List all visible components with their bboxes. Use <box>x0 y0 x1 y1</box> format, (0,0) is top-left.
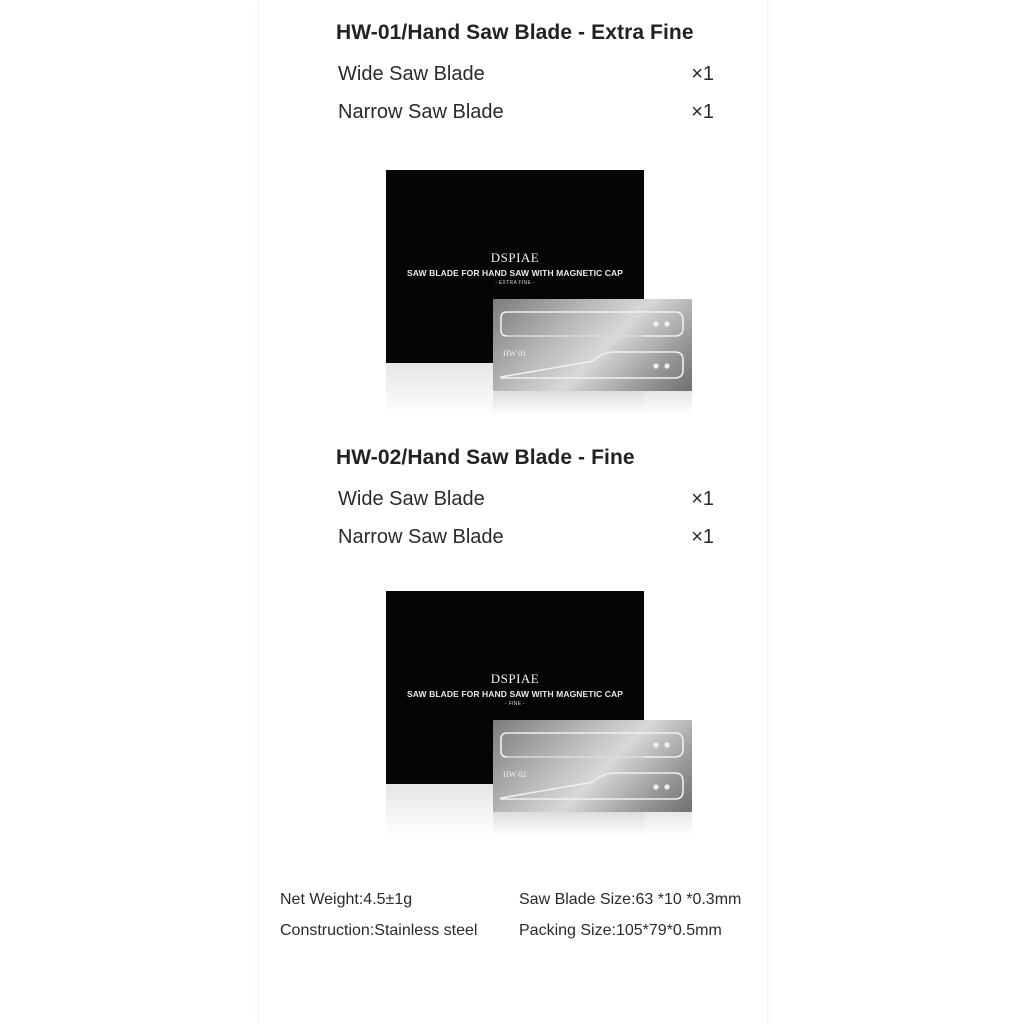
plate-reflection <box>493 391 692 415</box>
item-label: Wide Saw Blade <box>338 63 485 85</box>
item-qty: ×1 <box>691 488 714 510</box>
package-grade: - EXTRA FINE - <box>495 280 535 286</box>
blade-plate <box>493 720 692 812</box>
product-image-hw02 <box>386 591 692 841</box>
plate-code: HW 01 <box>503 349 527 358</box>
item-qty: ×1 <box>691 63 714 85</box>
section-title-hw01: HW-01/Hand Saw Blade - Extra Fine <box>336 21 694 44</box>
list-item <box>338 526 718 554</box>
spec-construction: Construction:Stainless steel <box>280 922 478 939</box>
product-image-hw01 <box>386 170 692 420</box>
plate-reflection <box>493 812 692 836</box>
item-label: Narrow Saw Blade <box>338 101 504 123</box>
item-qty: ×1 <box>691 526 714 548</box>
package-grade: - FINE - <box>505 701 525 707</box>
list-item <box>338 488 718 516</box>
section-title-hw02: HW-02/Hand Saw Blade - Fine <box>336 446 635 469</box>
item-label: Wide Saw Blade <box>338 488 485 510</box>
brand-logo: DSPIAE <box>490 250 540 265</box>
package-subtitle: SAW BLADE FOR HAND SAW WITH MAGNETIC CAP <box>406 268 624 278</box>
item-label: Narrow Saw Blade <box>338 526 504 548</box>
plate-code: HW 02 <box>503 770 527 779</box>
spec-packing-size: Packing Size:105*79*0.5mm <box>519 922 722 939</box>
item-qty: ×1 <box>691 101 714 123</box>
spec-blade-size: Saw Blade Size:63 *10 *0.3mm <box>519 891 742 908</box>
saw-blades-icon <box>493 299 692 391</box>
saw-blades-icon <box>493 720 692 812</box>
blade-plate <box>493 299 692 391</box>
spec-net-weight: Net Weight:4.5±1g <box>280 891 413 908</box>
package-subtitle: SAW BLADE FOR HAND SAW WITH MAGNETIC CAP <box>406 689 624 699</box>
list-item <box>338 63 718 91</box>
list-item <box>338 101 718 129</box>
brand-logo: DSPIAE <box>490 671 540 686</box>
